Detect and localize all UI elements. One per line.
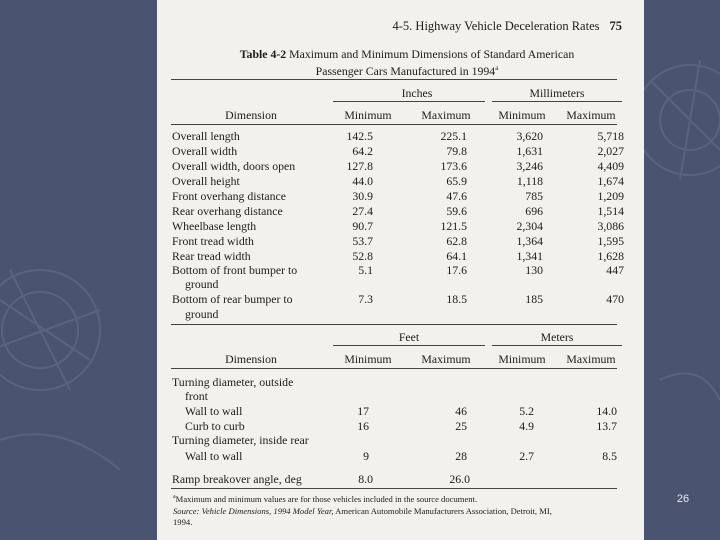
cell-mm-max: 2,027	[597, 144, 624, 158]
header-in-min: Minimum	[344, 108, 392, 122]
row-label: Bottom of rear bumper to	[172, 292, 293, 306]
header-feet: Feet	[398, 330, 420, 344]
cell-mm-min: 185	[525, 292, 543, 306]
header-dimension: Dimension	[225, 108, 277, 122]
cell-mm-min: 1,118	[516, 174, 543, 188]
row-label: Wall to wall	[185, 449, 243, 463]
row-label: Ramp breakover angle, deg	[172, 472, 302, 486]
header-in-max: Maximum	[421, 108, 471, 122]
footnote-text: Maximum and minimum values are for those vehicles included in the source document.	[175, 493, 478, 504]
cell-in-min: 5.1	[358, 263, 373, 277]
cell-in-max: 64.1	[446, 249, 467, 263]
cell-mm-min: 3,246	[516, 159, 543, 173]
cell-m-min: 2.7	[519, 449, 534, 463]
table-row	[157, 159, 644, 174]
table-row	[157, 419, 644, 434]
table-row	[157, 404, 644, 419]
cell-mm-min: 1,364	[516, 234, 543, 248]
cell-ft-min: 17	[357, 404, 369, 418]
cell-mm-max: 447	[606, 263, 624, 277]
cell-in-max: 47.6	[446, 189, 467, 203]
cell-in-min: 7.3	[358, 292, 373, 306]
cell-in-max: 59.6	[446, 204, 467, 218]
cell-mm-min: 2,304	[516, 219, 543, 233]
table-row-group	[157, 433, 644, 448]
cell-in-min: 90.7	[352, 219, 373, 233]
row-label: Bottom of front bumper to	[172, 263, 298, 277]
cell-mm-max: 4,409	[597, 159, 624, 173]
footnote	[173, 492, 628, 505]
cell-in-min: 64.2	[352, 144, 373, 158]
row-label: Overall width	[172, 144, 238, 158]
row-label: Rear tread width	[172, 249, 251, 263]
bottom-rule	[171, 488, 617, 489]
running-head	[157, 19, 622, 34]
slide-number: 26	[676, 493, 690, 505]
table-row	[157, 174, 644, 189]
table-row-continued	[157, 389, 644, 404]
row-label-continued: ground	[185, 307, 219, 321]
header-mm-min: Minimum	[498, 108, 546, 122]
table-row	[157, 249, 644, 264]
table-title-line2: Passenger Cars Manufactured in 1994	[315, 63, 496, 78]
cell-in-min: 142.5	[346, 129, 373, 143]
header-m-max: Maximum	[566, 352, 616, 366]
cell-mm-max: 1,595	[597, 234, 624, 248]
table-row	[157, 292, 644, 307]
cell-mm-min: 1,341	[516, 249, 543, 263]
table-row	[157, 219, 644, 234]
source-rest: American Automobile Manufacturers Association, Detroit, MI,	[335, 506, 552, 516]
top-rule	[171, 79, 617, 80]
cell-mm-max: 1,674	[597, 174, 624, 188]
header-mm-max: Maximum	[566, 108, 616, 122]
cell-in-max: 17.6	[446, 263, 467, 277]
cell-mm-max: 3,086	[597, 219, 624, 233]
header-millimeters: Millimeters	[529, 86, 585, 100]
cell-in-max: 121.5	[440, 219, 467, 233]
row-label-continued: ground	[185, 277, 219, 291]
cell-m-max: 8.5	[602, 449, 617, 463]
table-row	[157, 189, 644, 204]
cell-ft-max: 28	[455, 449, 467, 463]
cell-mm-max: 1,209	[597, 189, 624, 203]
source-title: Vehicle Dimensions, 1994 Model Year,	[201, 506, 334, 516]
cell-m-max: 13.7	[596, 419, 617, 433]
cell-mm-min: 130	[525, 263, 543, 277]
cell-m-min: 5.2	[519, 404, 534, 418]
cell-in-min: 27.4	[352, 204, 373, 218]
row-label: Overall width, doors open	[172, 159, 296, 173]
table-row	[157, 144, 644, 159]
row-label: Curb to curb	[185, 419, 245, 433]
cell-m-min: 4.9	[519, 419, 534, 433]
cell-mm-min: 1,631	[516, 144, 543, 158]
source-note	[173, 506, 628, 528]
group-rule-inches	[333, 101, 485, 102]
cell-ft-min: 16	[357, 419, 369, 433]
header-rule	[171, 124, 617, 125]
cell-in-min: 52.8	[352, 249, 373, 263]
cell-in-max: 225.1	[440, 129, 467, 143]
header-ft-max: Maximum	[421, 352, 471, 366]
cell-mm-min: 785	[525, 189, 543, 203]
cell-ft-max: 26.0	[449, 472, 470, 486]
header-inches: Inches	[401, 86, 433, 100]
table-row-continued	[157, 307, 644, 322]
cell-in-max: 18.5	[446, 292, 467, 306]
group-rule-millimeters	[492, 101, 622, 102]
row-label: Wheelbase length	[172, 219, 257, 233]
page-number: 75	[609, 19, 622, 33]
table-caption	[197, 47, 617, 78]
cell-mm-max: 470	[606, 292, 624, 306]
footnote-mark: a	[173, 494, 176, 500]
cell-mm-max: 1,628	[597, 249, 624, 263]
header-meters: Meters	[540, 330, 574, 344]
group-rule-meters	[492, 345, 622, 346]
table-row	[157, 263, 644, 278]
row-label: Turning diameter, inside rear	[172, 433, 309, 447]
cell-ft-max: 46	[455, 404, 467, 418]
table-row-group	[157, 375, 644, 390]
header-dimension-2: Dimension	[225, 352, 277, 366]
header-m-min: Minimum	[498, 352, 546, 366]
row-label: Front overhang distance	[172, 189, 287, 203]
cell-in-max: 173.6	[440, 159, 467, 173]
header-rule-2	[171, 368, 617, 369]
cell-ft-min: 9	[363, 449, 369, 463]
book-page	[157, 0, 644, 540]
cell-mm-max: 5,718	[597, 129, 624, 143]
cell-ft-max: 25	[455, 419, 467, 433]
cell-mm-max: 1,514	[597, 204, 624, 218]
row-label: Wall to wall	[185, 404, 243, 418]
running-head-text: 4-5. Highway Vehicle Deceleration Rates	[392, 19, 600, 33]
row-label-continued: front	[185, 389, 208, 403]
row-label: Overall length	[172, 129, 240, 143]
table-row	[157, 129, 644, 144]
row-label: Rear overhang distance	[172, 204, 283, 218]
table-title-line1: Maximum and Minimum Dimensions of Standard American	[289, 47, 575, 61]
cell-in-max: 62.8	[446, 234, 467, 248]
table-row	[157, 234, 644, 249]
row-label: Turning diameter, outside	[172, 375, 294, 389]
cell-in-min: 127.8	[346, 159, 373, 173]
table-label: Table 4-2	[239, 47, 287, 61]
cell-mm-min: 696	[525, 204, 543, 218]
cell-ft-min: 8.0	[358, 472, 373, 486]
header-ft-min: Minimum	[344, 352, 392, 366]
cell-in-min: 30.9	[352, 189, 373, 203]
row-label: Overall height	[172, 174, 240, 188]
source-label: Source:	[173, 506, 200, 516]
cell-in-min: 53.7	[352, 234, 373, 248]
cell-mm-min: 3,620	[516, 129, 543, 143]
cell-in-max: 65.9	[446, 174, 467, 188]
cell-in-max: 79.8	[446, 144, 467, 158]
table-row	[157, 472, 644, 487]
table-row	[157, 204, 644, 219]
cell-m-max: 14.0	[596, 404, 617, 418]
section-rule	[171, 324, 617, 325]
table-row-continued	[157, 277, 644, 292]
source-year: 1994.	[173, 517, 193, 527]
cell-in-min: 44.0	[352, 174, 373, 188]
table-title-note: a	[495, 64, 499, 72]
group-rule-feet	[333, 345, 485, 346]
table-row	[157, 449, 644, 464]
row-label: Front tread width	[172, 234, 254, 248]
